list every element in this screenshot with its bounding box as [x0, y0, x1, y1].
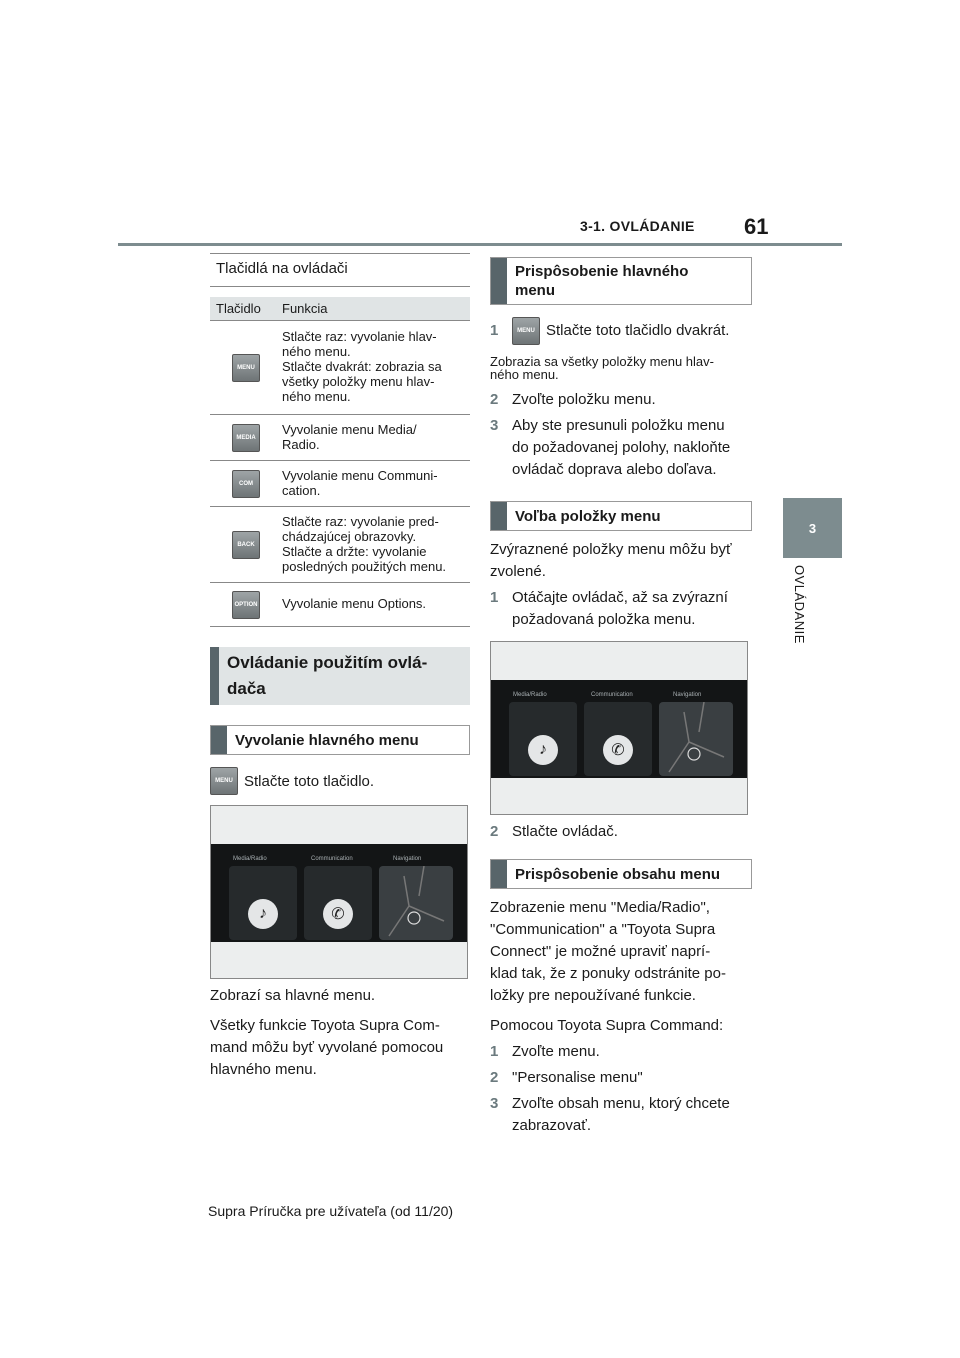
heading-line: menu	[515, 282, 556, 299]
main-menu-result: Zobrazí sa hlavné menu.	[210, 987, 376, 1004]
content-step	[490, 1041, 752, 1063]
row-text: Vyvolanie menu Communi-	[282, 467, 438, 483]
content-paragraph-2: Pomocou Toyota Supra Command:	[490, 1017, 724, 1034]
para-line: "Communication" a "Toyota Supra	[490, 921, 716, 938]
menu-key-icon: MENU	[210, 767, 238, 795]
para-line: Zobrazenie menu "Media/Radio",	[490, 899, 710, 916]
step-number: 2	[490, 823, 499, 840]
content-step	[490, 1067, 752, 1089]
col-function-header: Funkcia	[282, 301, 328, 316]
row-text: Stlačte a držte: vyvolanie	[282, 543, 427, 559]
phone-icon: ✆	[603, 735, 633, 765]
media-key-icon: MEDIA	[232, 424, 260, 452]
communication-tile-label: Communication	[311, 856, 353, 862]
row-text: posledných použitých menu.	[282, 558, 447, 574]
navigation-tile-label: Navigation	[673, 692, 702, 698]
footer-text: Supra Príručka pre užívateľa (od 11/20)	[208, 1203, 454, 1219]
para-line: klad tak, že z ponuky odstránite po-	[490, 965, 726, 982]
step-text: "Personalise menu"	[512, 1069, 643, 1086]
customize-note	[490, 355, 752, 381]
heading-line: Ovládanie použitím ovlá-	[227, 653, 428, 672]
right-column	[490, 257, 752, 1137]
note-line: Zobrazia sa všetky položky menu hlav-	[490, 354, 714, 369]
heading-line: Prispôsobenie hlavného	[515, 263, 689, 280]
press-instruction	[210, 767, 470, 795]
row-text: ného menu.	[282, 389, 351, 404]
row-text: Vyvolanie menu Options.	[282, 596, 427, 611]
section-header: 3-1. OVLÁDANIE	[580, 218, 695, 234]
customize-step	[490, 389, 752, 411]
note-line: mand môžu byť vyvolané pomocou	[210, 1039, 444, 1056]
heading-line: dača	[227, 679, 266, 698]
col-button-header: Tlačidlo	[216, 301, 261, 316]
row-text: Stlačte raz: vyvolanie hlav-	[282, 329, 437, 344]
map-icon	[379, 866, 453, 940]
content-paragraph	[490, 897, 752, 1007]
back-key-icon: BACK	[232, 531, 260, 559]
step-number: 2	[490, 1069, 499, 1086]
note-line: hlavného menu.	[210, 1061, 317, 1078]
row-text: Vyvolanie menu Media/	[282, 421, 417, 437]
step-text: ovládač doprava alebo doľava.	[512, 461, 717, 478]
customize-heading	[490, 257, 752, 305]
customize-step	[490, 415, 752, 481]
table-header	[210, 297, 470, 321]
content-heading	[490, 859, 752, 889]
intro-line: Zvýraznené položky menu môžu byť	[490, 541, 732, 558]
menu-key-icon: MENU	[232, 354, 260, 382]
table-row	[210, 461, 470, 507]
navigation-tile-label: Navigation	[393, 856, 422, 862]
row-text: Stlačte dvakrát: zobrazia sa	[282, 359, 442, 374]
media-tile-label: Media/Radio	[513, 692, 547, 698]
press-text: Stlačte toto tlačidlo.	[244, 772, 375, 790]
select-menu-screenshot	[490, 641, 748, 815]
customize-step	[490, 317, 752, 345]
row-text: Radio.	[282, 436, 320, 452]
music-note-icon: ♪	[528, 735, 558, 765]
option-key-icon: OPTION	[232, 591, 260, 619]
step-text: Stlačte toto tlačidlo dvakrát.	[546, 322, 730, 339]
step-number: 3	[490, 1095, 499, 1112]
heading-text: Voľba položky menu	[515, 508, 661, 525]
step-text: Zvoľte položku menu.	[512, 391, 656, 408]
step-number: 2	[490, 391, 499, 408]
content-step	[490, 1093, 752, 1137]
step-number: 1	[490, 1043, 499, 1060]
communication-tile-label: Communication	[591, 692, 633, 698]
media-tile-label: Media/Radio	[233, 856, 267, 862]
note-line: Všetky funkcie Toyota Supra Com-	[210, 1017, 440, 1034]
step-text: do požadovanej polohy, nakloňte	[512, 439, 731, 456]
row-text: cation.	[282, 482, 321, 498]
step-text: Aby ste presunuli položku menu	[512, 417, 725, 434]
map-icon	[659, 702, 733, 776]
step-number: 1	[490, 589, 499, 606]
main-menu-screenshot	[210, 805, 468, 979]
com-key-icon: COM	[232, 470, 260, 498]
step-text: zabrazovať.	[512, 1117, 591, 1134]
page-number: 61	[744, 214, 769, 239]
row-text: všetky položky menu hlav-	[282, 374, 435, 389]
step-number: 3	[490, 417, 499, 434]
heading-text: Prispôsobenie obsahu menu	[515, 866, 721, 883]
main-menu-note	[210, 1015, 470, 1081]
music-note-icon: ♪	[248, 899, 278, 929]
table-row	[210, 583, 470, 627]
note-line: ného menu.	[490, 367, 559, 382]
left-column	[210, 253, 470, 1081]
header-rule	[118, 243, 842, 246]
select-step	[490, 587, 752, 631]
chapter-tab: 3	[783, 498, 842, 558]
step-text: Zvoľte menu.	[512, 1043, 600, 1060]
intro-line: zvolené.	[490, 563, 546, 580]
table-row	[210, 321, 470, 415]
chapter-label: OVLÁDANIE	[792, 565, 807, 644]
heading-text: Vyvolanie hlavného menu	[235, 732, 419, 749]
section-control-heading	[210, 647, 470, 705]
select-step	[490, 821, 752, 843]
select-heading	[490, 501, 752, 531]
para-line: Connect" je možné upraviť naprí-	[490, 943, 711, 960]
step-number: 1	[490, 322, 499, 339]
main-menu-heading	[210, 725, 470, 755]
menu-key-icon: MENU	[512, 317, 540, 345]
select-intro	[490, 539, 752, 583]
para-line: ložky pre nepoužívané funkcie.	[490, 987, 696, 1004]
phone-icon: ✆	[323, 899, 353, 929]
step-text: Stlačte ovládač.	[512, 823, 618, 840]
table-title: Tlačidlá na ovládači	[210, 253, 470, 287]
row-text: ného menu.	[282, 344, 351, 359]
step-text: požadovaná položka menu.	[512, 611, 696, 628]
row-text: Stlačte raz: vyvolanie pred-	[282, 513, 439, 529]
table-row	[210, 507, 470, 583]
row-text: chádzajúcej obrazovky.	[282, 528, 417, 544]
step-text: Otáčajte ovládač, až sa zvýrazní	[512, 589, 728, 606]
step-text: Zvoľte obsah menu, ktorý chcete	[512, 1095, 730, 1112]
table-row	[210, 415, 470, 461]
